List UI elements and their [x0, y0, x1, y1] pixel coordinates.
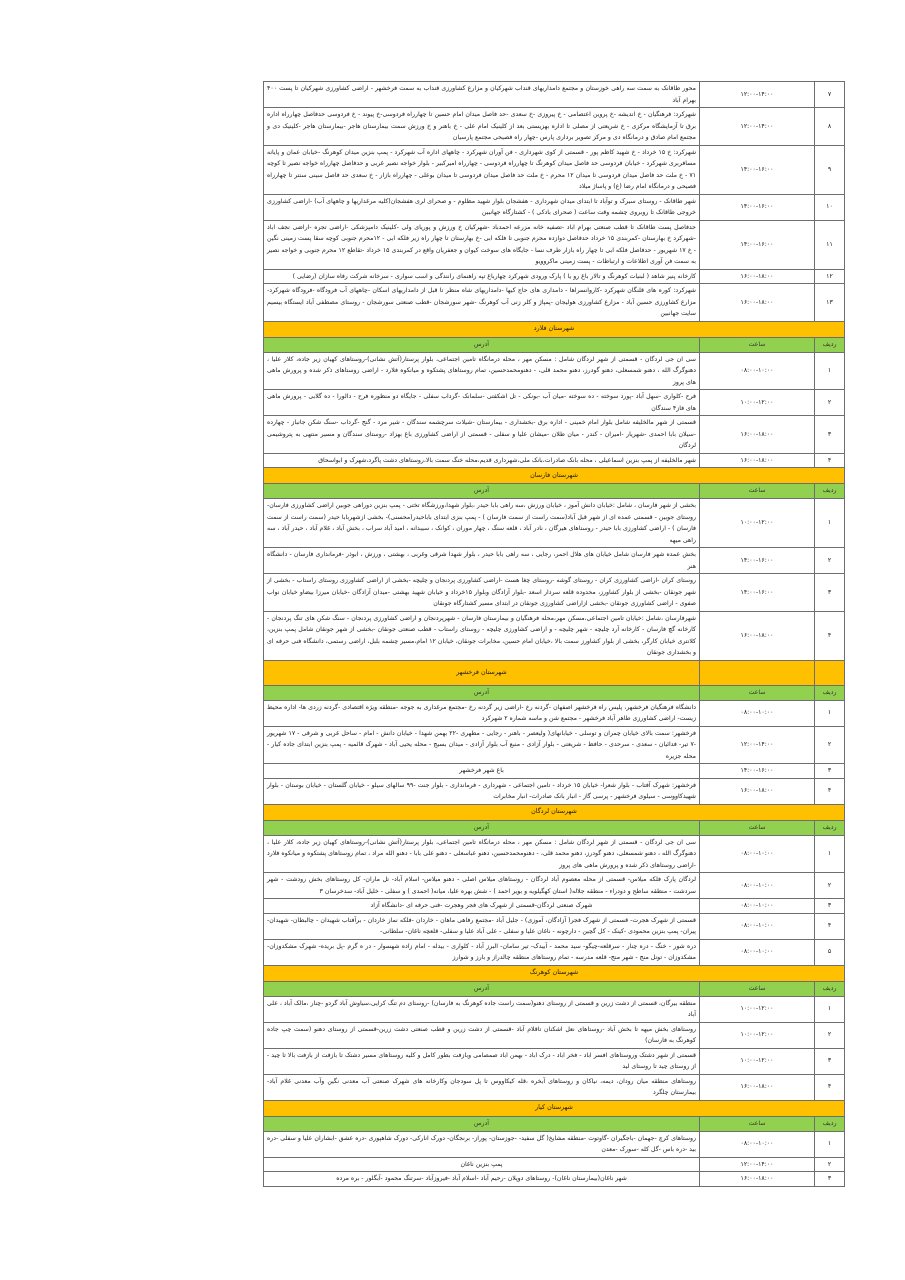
column-header-address: آدرس	[264, 337, 700, 352]
time-range: ۰۸:۰۰-۱۰:۰۰	[700, 873, 815, 899]
table-row	[264, 1131, 845, 1157]
section-header	[264, 660, 845, 685]
section-title: شهرستان فلارد	[264, 321, 845, 337]
address-text: دره شور - خنگ - دره چنار - سرقلعه-چیگو- سید محمد - آبیدک- تیر سامان- البرز آباد - کلواری - بیدله - امام زاده شهسوار - در ه گرم -پل بریده- شهرک مشکدوزان- مشکدوزان - تونل منج - شهر منج- قلعه مدرسه - تمام روستاهای منطقه چالدراز و بارز و شوارز	[264, 939, 700, 965]
time-range: ۱۶:۰۰-۱۸:۰۰	[700, 453, 815, 468]
row-number: ۱	[815, 996, 845, 1022]
row-number: ۳	[815, 1172, 845, 1187]
column-header-row-number: ردیف	[815, 337, 845, 352]
row-number: ۵	[815, 939, 845, 965]
table-row	[264, 220, 845, 269]
time-range: ۰۸:۰۰-۱۰:۰۰	[700, 700, 815, 726]
time-range: ۱۲:۰۰-۱۴:۰۰	[700, 108, 815, 146]
address-text: شهرکرد: فرهنگیان - خ اندیشه -خ پروین اعتصامی - خ پیروزی -خ سعدی -حد فاصل میدان امام حسین تا چهارراه فردوسی-خ پیوند - خ فردوسی حدفاصل چهارراه اداره برق تا آزمایشگاه مرکزی - خ شریعتی از مصلی تا اداره بهزیستی بعد از کلینیک امام علی - خ باهنر و خ ورزش سمت بیمارستان هاجر -بیمارستان هاجر -کلینیک دی و مجتمع امام صادق و درمانگاه دی و مرکز تصویر برداری پارس -چهار راه فصیحی مجتمع پارسیان	[264, 108, 700, 146]
row-number: ۲	[815, 873, 845, 899]
table-row	[264, 499, 845, 548]
table-row	[264, 390, 845, 416]
column-header-time: ساعت	[700, 1116, 815, 1131]
column-header-time: ساعت	[700, 685, 815, 700]
section-title: شهرستان لردگان	[264, 804, 845, 820]
table-row	[264, 996, 845, 1022]
column-header-row	[264, 337, 845, 352]
column-header-row-number: ردیف	[815, 981, 845, 996]
address-text: فرخشهر: سمت بالای خیابان چمران و توسلی - خیابانهای( ولیعصر - باهنر - رجایی - مطهری -۲۲ بهمن شهدا - خیابان دانش - امام - ساحل غربی و شرقی - ۱۷ شهریور -۷ تیر- فدائیان - سعدی - سرحدی - حافظ - شریعتی - بلوار آزادی - منبع آب بلوار آزادی - میدان بسیج - محله یحیی آباد - شهرک قائمیه - پمپ بنزین ابتدای جاده کیار - محله جزیره	[264, 726, 700, 764]
table-row	[264, 269, 845, 284]
row-number: ۳	[815, 899, 845, 914]
time-range: ۱۰:۰۰-۱۲:۰۰	[700, 390, 815, 416]
address-text: باغ شهر فرخشهر	[264, 764, 700, 779]
time-range: ۰۸:۰۰-۱۰:۰۰	[700, 899, 815, 914]
column-header-row-number: ردیف	[815, 1116, 845, 1131]
column-header-address: آدرس	[264, 981, 700, 996]
address-text: پمپ بنزین ناغان	[264, 1157, 700, 1172]
row-number: ۳	[815, 1048, 845, 1074]
time-range: ۱۶:۰۰-۱۸:۰۰	[700, 269, 815, 284]
row-number: ۹	[815, 145, 845, 194]
table-row	[264, 145, 845, 194]
table-row	[264, 284, 845, 322]
table-row	[264, 1157, 845, 1172]
column-header-time: ساعت	[700, 484, 815, 499]
time-range: ۱۰:۰۰-۱۲:۰۰	[700, 499, 815, 548]
address-text: دانشگاه فرهنگیان فرخشهر، پلیس راه فرخشهر اصفهان -گردنه رخ -اراضی زیر گردنه رخ -مجتمع مرغداری به جوجه -منطقه ویژه اقتصادی -گردنه زردی ها- اداره محیط زیست- اراضی کشاورزی طاهر آباد فرخشهر - مجتمع شن و ماسه شماره ۲ شهرکرد	[264, 700, 700, 726]
time-range: ۱۲:۰۰-۱۴:۰۰	[700, 726, 815, 764]
address-text: سی ان جی لردگان - قسمتی از شهر لردگان شامل : مسکن مهر ، محله درمانگاه تامین اجتماعی، بلوار پرستار(آتش نشانی)-روستاهای کهیان زیر جاده، کلار علیا ، دهنوگرگ الله ، دهنو شمسعلی، دهنو گودرز، دهنو محمد قلی، - دهنومحمدحسین، دهنو عباسعلی - دهنو علی بابا - دهنو الله مراد ، تمام روستاهای پشتکوه و میانکوه فلارد -اراضی روستاهای ذکر شده و پرورش ماهی های پروز	[264, 835, 700, 873]
table-row	[264, 548, 845, 574]
address-text: شهر مالخلیفه از پمپ بنزین اسماعیلی ، محله بانک صادرات،بانک ملی،شهرداری قدیم،محله خنگ سمت بالا،روستاهای دشت پاگرد،شهرک و ابواسحاق	[264, 453, 700, 468]
column-header-row-number: ردیف	[815, 484, 845, 499]
row-number: ۴	[815, 913, 845, 939]
table-body	[264, 82, 845, 1187]
table-row	[264, 764, 845, 779]
address-text: قسمتی از شهر دشتک وروستاهای افسر اباد - فخر اباد - درک اباد - بهمن اباد صمصامی وبازفت بطور کامل و کلیه روستاهای مسیر دشتک تا بازفت از بازفت بالا تا چید - از روستای چید تا روستای لید	[264, 1048, 700, 1074]
row-number: ۱	[815, 1131, 845, 1157]
time-range: ۱۰:۰۰-۱۲:۰۰	[700, 1048, 815, 1074]
address-text: کارخانه پنیر شاهد ( لبنیات کوهرنگ و تالار باغ رو یا ) پارک ورودی شهرکرد چهارباغ تپه راهنمای رانندگی و اسب سواری - سرخانه شرکت رفاه سازان (رضایی )	[264, 269, 700, 284]
row-number: ۱	[815, 835, 845, 873]
row-number: ۴	[815, 611, 845, 660]
address-text: روستاهای کرچ -جهمان -باجگیران -گاوتوت -منطقه مشایخ( گل سفید- -جوزستان- پوراز- برنجگان- دورک انارکی- دورک شاهپوری -دره عشق -ابشاران علیا و سفلی -دره بید -دره باس -گل کله -سورک -معدن	[264, 1131, 700, 1157]
time-range: ۱۶:۰۰-۱۸:۰۰	[700, 1172, 815, 1187]
time-range: ۱۶:۰۰-۱۸:۰۰	[700, 611, 815, 660]
table-row	[264, 611, 845, 660]
row-number: ۱۱	[815, 220, 845, 269]
row-number: ۴	[815, 1074, 845, 1100]
section-spacer	[815, 660, 845, 685]
address-text: شهر ناغان(بیمارستان ناغان)- روستاهای دوپلان -رحیم آباد -اسلام آباد -فیروزآباد -سرتنگ محمود -آبگلور - بره مرده	[264, 1172, 700, 1187]
row-number: ۲	[815, 1157, 845, 1172]
column-header-address: آدرس	[264, 820, 700, 835]
table-row	[264, 453, 845, 468]
table-row	[264, 778, 845, 804]
time-range: ۱۲:۰۰-۱۴:۰۰	[700, 1157, 815, 1172]
column-header-address: آدرس	[264, 685, 700, 700]
time-range: ۱۰:۰۰-۱۲:۰۰	[700, 996, 815, 1022]
time-range: ۱۲:۰۰-۱۴:۰۰	[700, 82, 815, 108]
section-header	[264, 468, 845, 484]
address-text: لردگان پارک فلکه میلاس- قسمتی از محله معصوم آباد لردگان - روستاهای میلاس اصلی - دهنو میلاس- اسلام آباد- تل ماران- کل روستاهای بخش رودشت - شهر سردشت - منطقه ساطح و دودراء - منطقه جلاله( استان کهگیلویه و بویر احمد ) - شش بهره علیا، میانه( احمدی ) و سفلی - خلیل آباد- سدخرسان ۳	[264, 873, 700, 899]
address-text: فرح -کلواری -سهل آباد -پورد سوخته - ده سوخته -میان آب -بونکی - تل اشکفتی -سلمانک -گرداب سفلی - جایگاه دو منظوره فرح - دالورا - ده گلابی - پرورش ماهی های فاز۴ سندگان	[264, 390, 700, 416]
row-number: ۲	[815, 726, 845, 764]
column-header-row-number: ردیف	[815, 820, 845, 835]
address-text: قسمتی از شهرک هجرت- قسمتی از شهرک فجر( آزادگان، آموزی) - جلیل آباد -مجتمع رفاهی ماهان - خاردان -فلکه نماز خاردان - برآفتاب شهیدان - چالبطان- شهیدان- پیران- پمپ بنزین محمودی -کینک - کل گچین - دارچونه - ناغان علیا و سفلی - علی آباد علیا و سفلی- قلعچه ناغان- سلطانی-	[264, 913, 700, 939]
section-spacer	[700, 660, 815, 685]
column-header-address: آدرس	[264, 484, 700, 499]
address-text: سی ان جی لردگان - قسمتی از شهر لردگان شامل : مسکن مهر ، محله درمانگاه تامین اجتماعی، بلوار پرستار(آتش نشانی)-روستاهای کهیان زیر جاده، کلار علیا ، دهنوگرگ الله ، دهنو شمسعلی، دهنو گودرز، دهنو محمد قلی، - دهنومحمدحسین، تمام روستاهای پشتکوه و میانکوه فلارد - اراضی روستاهای ذکر شده و پرورش ماهی های پروز	[264, 352, 700, 390]
address-text: محور طاقانک به سمت سه راهی خوزستان و مجتمع دامداریهای قنداب شهرکیان و مزارع کشاورزی قنداب به سمت فرخشهر - اراضی کشاورزی شهرکیان تا پست ۴۰۰ بهرام آباد	[264, 82, 700, 108]
row-number: ۳	[815, 574, 845, 612]
address-text: شهرکرد: خ ۱۵ خرداد - خ شهید کاظم پور - قسمتی از کوی شهرداری - فن آوران شهرکرد - چاههای اداره آب شهرکرد - پمپ بنزین میدان کوهرنگ -خیابان عمان و پایانه مسافربری شهرکرد - خیابان فردوسی حد فاصل میدان کوهرنگ تا چهارراه فردوسی - چهارراه امیرکبیر - بلوار خواجه نصیر غربی و حدفاصل چهارراه خواجه نصیر تا کوچه ۷۱ - خ ملت حد فاصل میدان فردوسی تا میدان ۱۲ محرم - خ ملت حد فاصل میدان فردوسی تا میدان بوعلی - چهارراه بازار - خ سعدی حد فاصل سینی سنتر تا چهارراه فصیحی و درمانگاه امام رضا (ع) و پاساژ میلاد	[264, 145, 700, 194]
row-number: ۲	[815, 1022, 845, 1048]
row-number: ۸	[815, 108, 845, 146]
time-range: ۱۰:۰۰-۱۲:۰۰	[700, 1022, 815, 1048]
row-number: ۷	[815, 82, 845, 108]
address-text: شهرک صنعتی لردگان-قسمتی از شهرک های فجر وهجرت -فنی حرفه ای -دانشگاه آزاد	[264, 899, 700, 914]
table-row	[264, 1074, 845, 1100]
row-number: ۱	[815, 700, 845, 726]
table-row	[264, 913, 845, 939]
row-number: ۴	[815, 453, 845, 468]
section-title: شهرستان کیار	[264, 1100, 845, 1116]
time-range: ۱۴:۰۰-۱۶:۰۰	[700, 764, 815, 779]
row-number: ۲	[815, 548, 845, 574]
time-range: ۱۶:۰۰-۱۸:۰۰	[700, 416, 815, 454]
outage-schedule-table	[263, 81, 845, 1187]
time-range: ۱۴:۰۰-۱۶:۰۰	[700, 574, 815, 612]
outage-schedule-document	[263, 81, 844, 1187]
column-header-row	[264, 981, 845, 996]
column-header-row	[264, 685, 845, 700]
address-text: بخش عمده شهر فارسان شامل خیابان های هلال احمر، رجایی ، سه راهی بابا حیدر ، بلوار شهدا شرقی وغربی ، بهشتی ، ورزش ، ابوذر -فرمانداری فارسان - دانشگاه هنر	[264, 548, 700, 574]
time-range: ۱۴:۰۰-۱۶:۰۰	[700, 194, 815, 220]
table-row	[264, 82, 845, 108]
section-header	[264, 1100, 845, 1116]
address-text: شهرفارسان ،شامل :خیابان تامین اجتماعی،مسکن مهر،محله فرهنگیان و بیمارستان فارسان - شهرپردنجان و اراضی کشاورزی پردنجان - سنگ شکن های تنگ پردنجان - کارخانه گچ فارسان - کارخانه آرد چلیچه - شهر چلیچه - و اراضی کشاورزی چلیچه - روستای راستاب - قطب صنعتی جونقان -بخشی از شهر جونقان شامل پمپ بنزین، کلانتری خیابان کارگر، بخشی از بلوار کشاورز سمت بالا ،خیابان امام حسین، مخابرات جونقان، خیابان ۱۲ امام،مسیر چشمه بلبل، اراضی رستمی، دانشگاه فنی حرفه ای و بخشداری جونقان	[264, 611, 700, 660]
column-header-time: ساعت	[700, 337, 815, 352]
table-row	[264, 194, 845, 220]
time-range: ۱۴:۰۰-۱۶:۰۰	[700, 145, 815, 194]
row-number: ۲	[815, 390, 845, 416]
address-text: قسمتی از شهر مالخلیفه شامل بلوار امام خمینی - اداره برق -بخشداری - بیمارستان -شیلات سرچشمه سندگان - شیر مرد - گنج -گرداب -سنگ شکن جانباز - چهارده -سیلان بابا احمدی -شهریار -امیران - کندر - میان طلان -میشان علیا و سفلی - قسمتی از اراضی کشاورزی باغ بهزاد -روستای سندگان و مسیر منتهی به پتروشیمی لردگان	[264, 416, 700, 454]
row-number: ۱۰	[815, 194, 845, 220]
section-title: شهرستان فارسان	[264, 468, 845, 484]
table-row	[264, 1172, 845, 1187]
address-text: بخشی از شهر فارسان ، شامل :خیابان دانش آموز ، خیابان ورزش ،سه راهی بابا حیدر ،بلوار شهدا،ورزشگاه تختی - پمپ بنزین دوراهی جوبین اراضی کشاورزی فارسان- روستای جوبین - قسمتی عمده ای از شهر قبل آباد(سمت راست از سمت فارسان ) - پمپ بنزی ابتدای باباحیدر(محسنی)- بخشی ازشهربابا حیدر (سمت راست از سمت فارسان ) - اراضی کشاورزی بابا حیدر - روستاهای هیرگان ، نادر آباد ، قلعه سنگ ، چهار موران ، کوانک ، سیبدانه ، امید آباد سراب ، بخش آباد ، غلام آباد ، حیدر آباد ، سه راهی میهه	[264, 499, 700, 548]
table-row	[264, 726, 845, 764]
row-number: ۱۲	[815, 269, 845, 284]
table-row	[264, 1022, 845, 1048]
row-number: ۱۳	[815, 284, 845, 322]
section-header	[264, 965, 845, 981]
address-text: شهر طاقانک - روستای سیرک و توآباد تا ابتدای میدان شهرداری - هفشجان بلوار شهید مظلوم - و صحرای لری هفشجان(کلیه مرغداریها و چاههای آب) -اراضی کشاورزی خروجی طاقانک تا روبروی چشمه وقت ساعت ( صحرای بادکی ) - کشتارگاه جهانبین	[264, 194, 700, 220]
address-text: روستاهای منطقه میان رودان، دیمه، نیاکان و روستاهای آبخره ،قله کیکاووس تا پل سودجان وکارخانه های شهرک صنعتی آب معدنی نگین وآب معدنی غلام آباد- بیمارستان چلگرد	[264, 1074, 700, 1100]
table-row	[264, 899, 845, 914]
section-title: شهرستان کوهرنگ	[264, 965, 845, 981]
time-range: ۱۶:۰۰-۱۸:۰۰	[700, 778, 815, 804]
address-text: شهرکرد: کوره های قلنگان شهرکرد -کاروانسراها - دامداری های حاج کیها -دامداریهای شاه منظر تا قبل از دامداریهای اسکان -چاههای آب فرودگاه -فرودگاه شهرکرد- مزارع کشاورزی حسین آباد - مزارع کشاورزی هولیجان -پمپاژ و کلر زنی آب کوهرنگ -شهر سورشجان -قطب صنعتی سورشجان - روستای مصطفی آباد ایستگاه بیسیم سایت جهانبین	[264, 284, 700, 322]
table-row	[264, 108, 845, 146]
section-header	[264, 321, 845, 337]
address-text: حدفاصل پست طاقانک تا قطب صنعتی بهرام اباد -تصفیه خانه مزرعه احمدباد -شهرکیان خ ورزش و پوریای ولی -کلینیک دامپزشکی -اراضی تجره -اراضی نجف اباد -شهرکرد خ بهارستان -کمربندی ۱۵ خرداد حدفاصل دوازده محرم جنوبی تا فلکه ابی -خ بهارستان تا چهار راه زیر فلکه ابی - ۱۲محرم جنوبی کوچه سقا پست زمینی نگین - خ ۱۷ شهریور - حدفاصل فلکه ابی تا چهار راه بازار طرف نسا - جایگاه های سوخت کیوان و جعفریان واقع در کمربندی ۱۵ خرداد -تقاطع ۱۲ محرم جنوبی و خواجه نصیر به سمت فن آوری اطلاعات و ارتباطات - پست زمینی ماکروویو	[264, 220, 700, 269]
address-text: فرخشهر: شهرک آفتاب - بلوار شعرا- خیابان ۱۵ خرداد - تامین اجتماعی - شهرداری - فرمانداری - بلوار جنت -۹۹ سالهای سیلو - خیابان گلستان - خیابان بوستان - بلوار شهیدکاووسی - سیلوی فرخشهر - پرسی گاز - انبار بانک صادرات- انبار مخابرات	[264, 778, 700, 804]
column-header-row	[264, 820, 845, 835]
table-row	[264, 574, 845, 612]
section-title: شهرستان فرخشهر	[264, 660, 700, 685]
column-header-time: ساعت	[700, 820, 815, 835]
column-header-row	[264, 484, 845, 499]
address-text: روستاهای بخش میهه تا بخش آباد -روستاهای نعل اشکنان تاقلام آباد -قسمتی از دشت زرین و قطب صنعتی دشت زرین-قسمتی از روستای دهنو (سمت چپ جاده کوهرنگ به فارسان)	[264, 1022, 700, 1048]
time-range: ۱۴:۰۰-۱۶:۰۰	[700, 220, 815, 269]
table-row	[264, 700, 845, 726]
time-range: ۰۸:۰۰-۱۰:۰۰	[700, 835, 815, 873]
table-row	[264, 352, 845, 390]
column-header-row	[264, 1116, 845, 1131]
time-range: ۱۶:۰۰-۱۸:۰۰	[700, 1074, 815, 1100]
address-text: روستای کران -اراضی کشاورزی کران - روستای گوشه -روستای چغا هست -اراضی کشاورزی پردنجان و چلیچه -بخشی از اراضی کشاورزی روستای راستاب - بخشی از شهر جونقان -بخشی از بلوار کشاورز، محدوده قلعه سردار اسعد -بلوار آزادگان وبلوار ۱۵خرداد و خیابان شهید بهشتی -میدان آزادگان -خیابان میرزا بیضاو خیابان نواب صفوی - اراضی کشاورزی جونقان -بخشی ازاراضی کشاورزی جونقان در ابتدای مسیر کشتارگاه جونقان	[264, 574, 700, 612]
row-number: ۳	[815, 416, 845, 454]
section-header	[264, 804, 845, 820]
row-number: ۱	[815, 499, 845, 548]
time-range: ۱۴:۰۰-۱۶:۰۰	[700, 548, 815, 574]
table-row	[264, 873, 845, 899]
row-number: ۴	[815, 778, 845, 804]
time-range: ۰۸:۰۰-۱۰:۰۰	[700, 352, 815, 390]
row-number: ۳	[815, 764, 845, 779]
table-row	[264, 939, 845, 965]
time-range: ۰۸:۰۰-۱۰:۰۰	[700, 913, 815, 939]
time-range: ۰۸:۰۰-۱۰:۰۰	[700, 1131, 815, 1157]
column-header-address: آدرس	[264, 1116, 700, 1131]
address-text: منطقه بیرگان، قسمتی از دشت زرین و قسمتی از روستای دهنو(سمت راست جاده کوهرنگ به فارسان) -روستای دم تنگ کرایی،سیاوش آباد گردو -چنار ،مالک آباد ، علی آباد	[264, 996, 700, 1022]
time-range: ۱۶:۰۰-۱۸:۰۰	[700, 284, 815, 322]
table-row	[264, 416, 845, 454]
table-row	[264, 835, 845, 873]
row-number: ۱	[815, 352, 845, 390]
time-range: ۰۸:۰۰-۱۰:۰۰	[700, 939, 815, 965]
table-row	[264, 1048, 845, 1074]
column-header-time: ساعت	[700, 981, 815, 996]
column-header-row-number: ردیف	[815, 685, 845, 700]
